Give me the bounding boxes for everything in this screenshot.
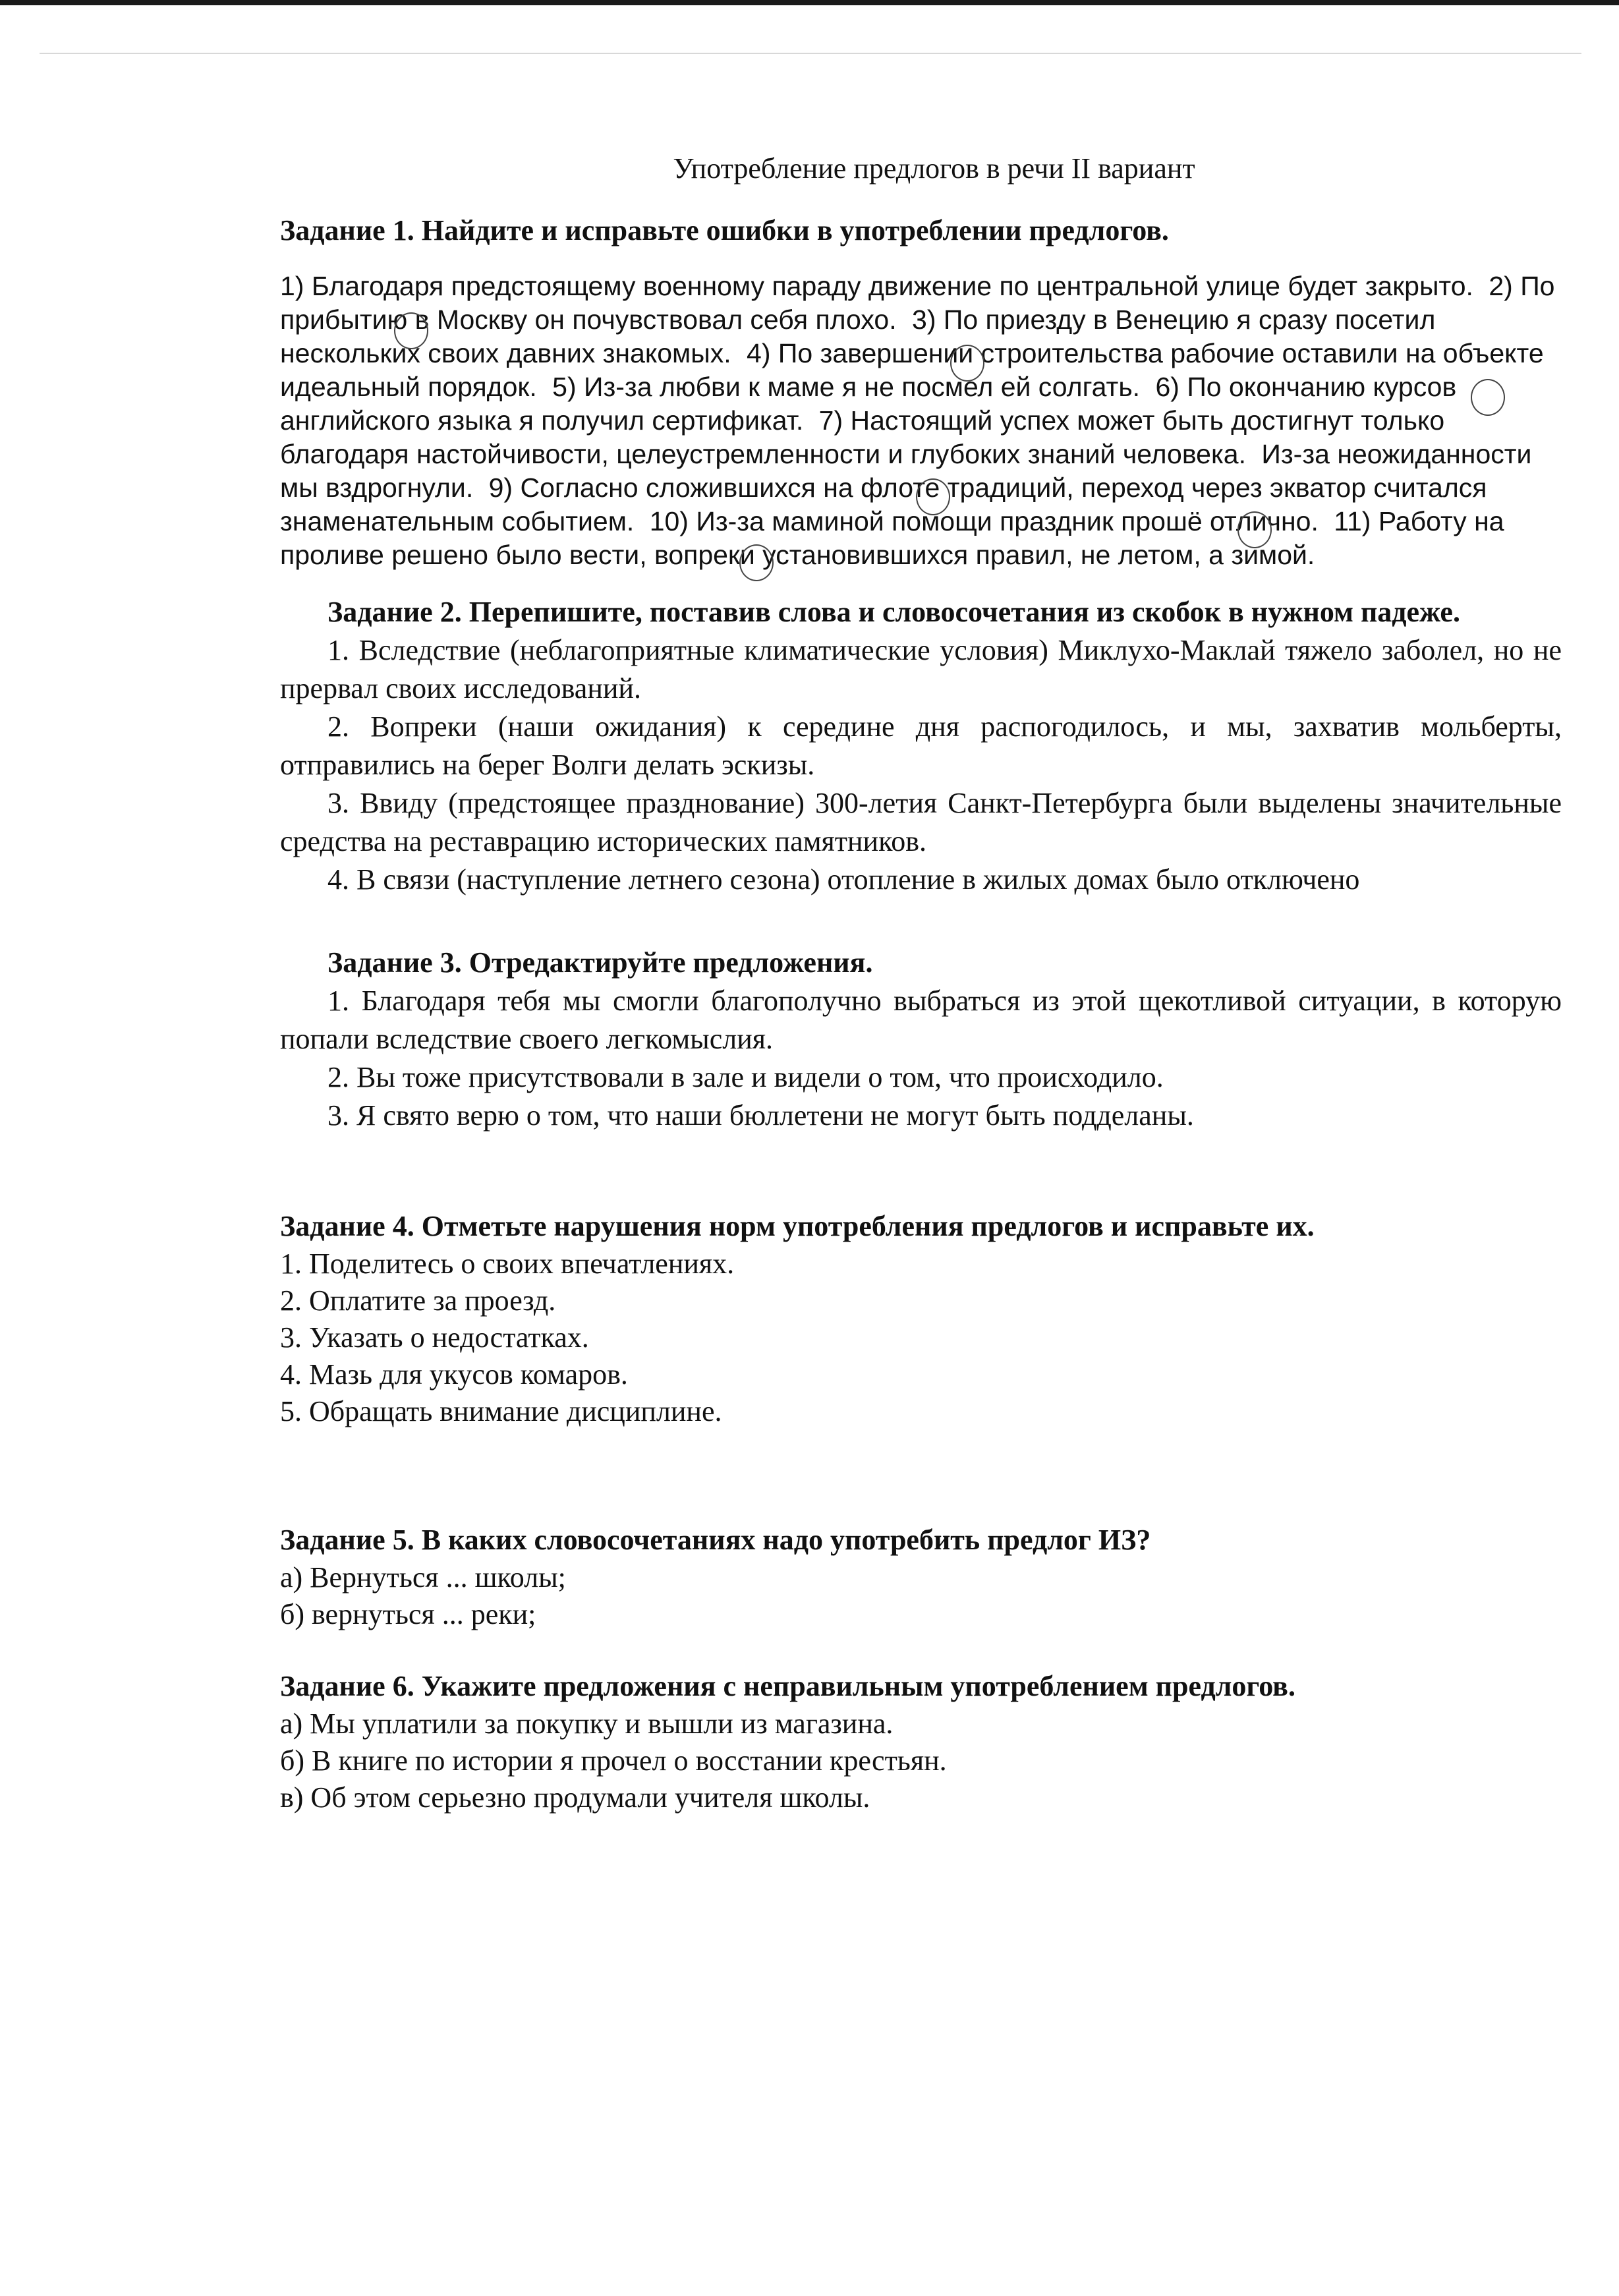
pen-circle-mark (950, 345, 984, 382)
task-4-item: 1. Поделитесь о своих впечатлениях. (280, 1248, 735, 1280)
task-1-sentences (280, 270, 1562, 572)
task-1 (280, 212, 1562, 572)
task-5-item: а) Вернуться ... школы; (280, 1561, 566, 1593)
task-2-item: 1. Вследствие (неблагоприятные климатические условия) Миклухо-Маклай тяжело заболел, но не прервал своих исследований. (280, 634, 1562, 704)
task-5-item: б) вернуться ... реки; (280, 1598, 536, 1630)
task-2 (280, 593, 1562, 899)
task-1-sentence: Из-за неожиданности мы вздрогнули. (280, 439, 1532, 503)
task-1-sentence: 5) Из-за любви к маме я не посмел ей солгать. (552, 372, 1141, 402)
task-3-item: 1. Благодаря тебя мы смогли благополучно выбраться из этой щекотливой ситуации, в которую попали вследствие своего легкомыслия. (280, 985, 1562, 1055)
task-2-item: 2. Вопреки (наши ожидания) к середине дня распогодилось, и мы, захватив мольберты, отправились на берег Волги делать эскизы. (280, 710, 1562, 781)
task-6 (280, 1667, 1562, 1816)
task-4-item: 4. Мазь для укусов комаров. (280, 1358, 628, 1391)
task-1-sentence: 4) По завершении строительства рабочие оставили на объекте идеальный порядок. (280, 338, 1544, 402)
task-1-sentence: 9) Согласно сложившихся на флоте традиций, переход через экватор считался знаменательным событием. (280, 473, 1487, 536)
document-page (280, 132, 1562, 1816)
pen-circle-mark (394, 312, 428, 349)
task-4-item: 2. Оплатите за проезд. (280, 1284, 556, 1317)
scan-line (40, 53, 1581, 54)
task-2-heading: Задание 2. Перепишите, поставив слова и словосочетания из скобок в нужном падеже. (327, 596, 1460, 628)
task-1-heading: Задание 1. Найдите и исправьте ошибки в употреблении предлогов. (280, 214, 1169, 246)
task-4-item: 5. Обращать внимание дисциплине. (280, 1395, 722, 1427)
task-6-heading: Задание 6. Укажите предложения с неправильным употреблением предлогов. (280, 1670, 1295, 1702)
task-5 (280, 1521, 1562, 1633)
task-6-item: б) В книге по истории я прочел о восстании крестьян. (280, 1744, 947, 1777)
task-1-sentence: 2) По прибытию в Москву он почувствовал себя плохо. (280, 271, 1555, 335)
task-3-item: 3. Я свято верю о том, что наши бюллетени не могут быть подделаны. (327, 1099, 1194, 1132)
task-4 (280, 1207, 1562, 1430)
task-1-sentence: 6) По окончанию курсов английского языка я получил сертификат. (280, 372, 1457, 436)
task-2-item: 3. Ввиду (предстоящее празднование) 300-летия Санкт-Петербурга были выделены значительные средства на реставрацию исторических памятников. (280, 787, 1562, 857)
task-1-sentence: 10) Из-за маминой помощи праздник прошё отлично. (649, 506, 1319, 536)
task-1-sentence: 3) По приезду в Венецию я сразу посетил нескольких своих давних знакомых. (280, 304, 1436, 368)
task-2-item: 4. В связи (наступление летнего сезона) отопление в жилых домах было отключено (327, 863, 1360, 896)
task-1-sentence: 11) Работу на проливе решено было вести, вопреки установившихся правил, не летом, а зимой. (280, 506, 1504, 570)
pen-circle-mark (739, 544, 774, 581)
task-4-item: 3. Указать о недостатках. (280, 1321, 589, 1354)
scan-border (0, 0, 1619, 5)
pen-circle-mark (916, 478, 950, 515)
task-3-item: 2. Вы тоже присутствовали в зале и видели о том, что происходило. (327, 1061, 1164, 1093)
task-1-sentence: 1) Благодаря предстоящему военному параду движение по центральной улице будет закрыто. (280, 271, 1473, 301)
task-6-item: а) Мы уплатили за покупку и вышли из магазина. (280, 1708, 894, 1740)
task-6-item: в) Об этом серьезно продумали учителя школы. (280, 1781, 870, 1814)
task-4-heading: Задание 4. Отметьте нарушения норм употребления предлогов и исправьте их. (280, 1210, 1315, 1242)
document-title: Употребление предлогов в речи II вариант (673, 152, 1195, 185)
task-3-heading: Задание 3. Отредактируйте предложения. (327, 946, 873, 979)
task-5-heading: Задание 5. В каких словосочетаниях надо употребить предлог ИЗ? (280, 1524, 1151, 1556)
task-3 (280, 944, 1562, 1135)
task-1-sentence: 7) Настоящий успех может быть достигнут только благодаря настойчивости, целеустремленности и глубоких знаний человека. (280, 405, 1445, 469)
pen-circle-mark (1237, 511, 1272, 548)
pen-circle-mark (1471, 379, 1505, 416)
